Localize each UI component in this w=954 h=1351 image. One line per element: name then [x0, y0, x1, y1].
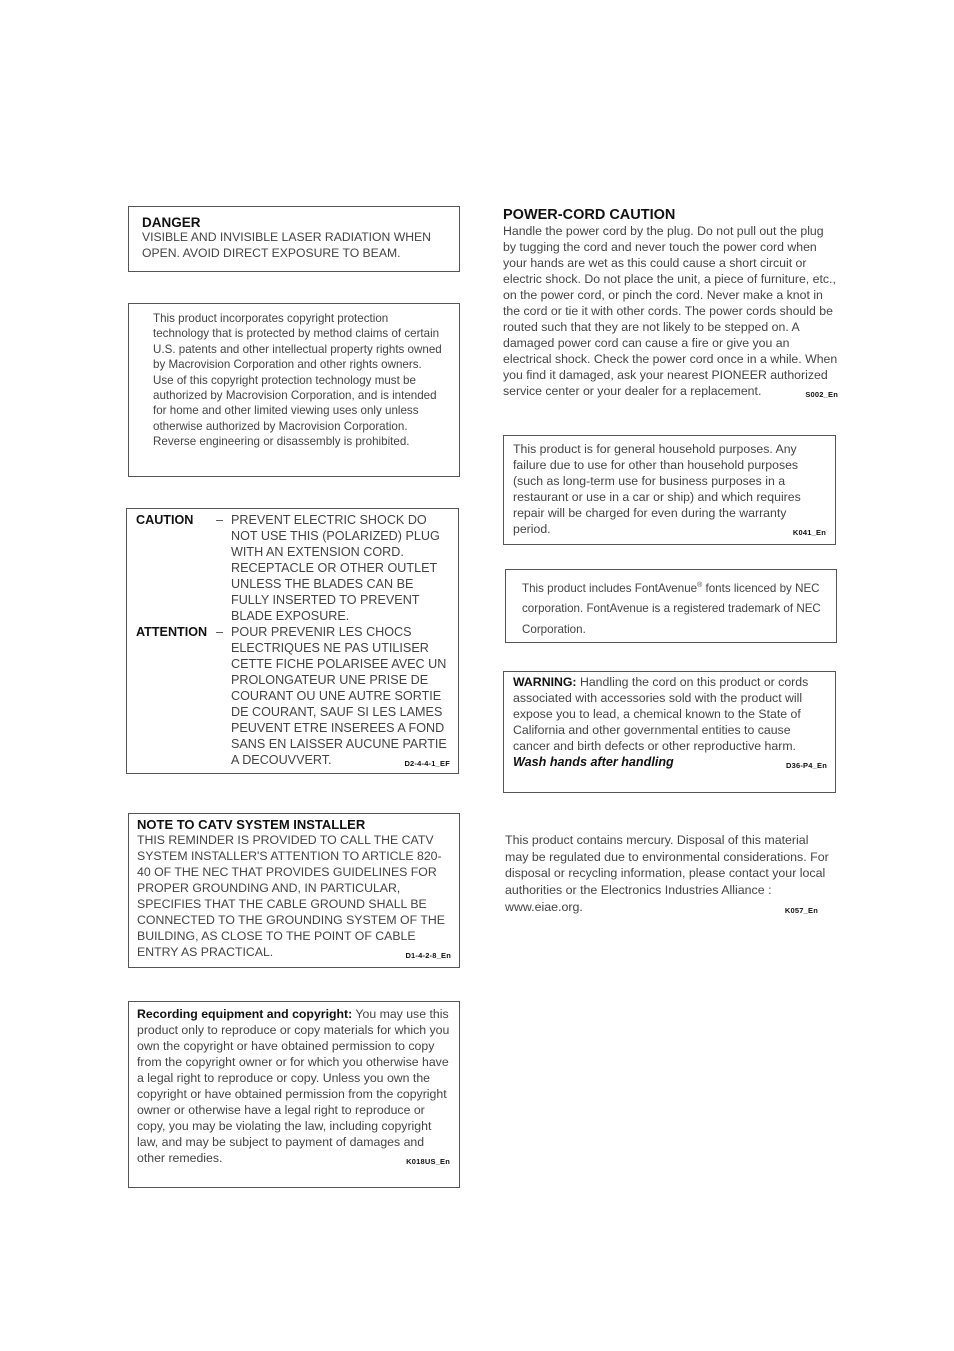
household-text: This product is for general household purposes. Any failure due to use for other than household purposes (such as long-term use for business purposes in a restaurant or use in a car or ship) and which requires repair will be charged for even during the warranty period. [513, 442, 801, 536]
power-cord-title: POWER-CORD CAUTION [503, 207, 676, 223]
catv-text: THIS REMINDER IS PROVIDED TO CALL THE CATV SYSTEM INSTALLER'S ATTENTION TO ARTICLE 820-40 OF THE NEC THAT PROVIDES GUIDELINES FOR PROPER GROUNDING AND, IN PARTICULAR, SPECIFIES THAT THE CABLE GROUND SHALL BE CONNECTED TO THE GROUNDING SYSTEM OF THE BUILDING, AS CLOSE TO THE POINT OF CABLE ENTRY AS PRACTICAL. [137, 833, 445, 959]
household-notice [503, 435, 836, 545]
catv-notice [128, 813, 460, 968]
warning-code: D36-P4_En [786, 761, 827, 770]
attention-text: POUR PREVENIR LES CHOCS ELECTRIQUES NE PAS UTILISER CETTE FICHE POLARISEE AVEC UN PROLONGATEUR UNE PRISE DE COURANT OU UNE AUTRE SORTIE DE COURANT, SAUF SI LES LAMES PEUVENT ETRE INSEREES A FOND SANS EN LAISSER AUCUNE PARTIE A DECOUVVERT. [231, 625, 447, 767]
macrovision-notice [128, 303, 460, 477]
warning-title: WARNING: [513, 675, 577, 689]
household-code: K041_En [792, 528, 826, 537]
power-cord-section [503, 207, 838, 403]
caution-label: CAUTION [136, 513, 194, 527]
recording-title: Recording equipment and copyright: [137, 1007, 353, 1021]
fontavenue-text: This product includes FontAvenue [522, 581, 698, 595]
danger-title: DANGER [142, 215, 201, 230]
mercury-text: This product contains mercury. Disposal of this material may be regulated due to environmental considerations. For disposal or recycling information, please contact your local authorities or the Electronics Industries Alliance : www.eiae.org. [505, 833, 829, 914]
attention-row [136, 624, 450, 772]
attention-label: ATTENTION [136, 625, 208, 639]
macrovision-text: This product incorporates copyright protection technology that is protected by method claims of certain U.S. patents and other intellectual property rights owned by Macrovision Corporation and other rights owners. Use of this copyright protection technology must be authorized by Macrovision Corporation, and is intended for home and other limited viewing uses only unless otherwise authorized by Macrovision Corporation. Reverse engineering or disassembly is prohibited. [153, 312, 442, 449]
fontavenue-notice [505, 569, 837, 643]
mercury-notice [505, 832, 830, 920]
recording-text: You may use this product only to reproduce or copy materials for which you own the copyright or have obtained permission to copy from the copyright owner or for which you otherwise have a legal right to reproduce or copy. Unless you own the copyright or have obtained permission from the copyright owner or otherwise have a legal right to reproduce or copy, you may be violating the law, including copyright law, and may be subject to payment of damages and other remedies. [137, 1007, 450, 1165]
caution-dash: – [216, 513, 224, 527]
power-cord-text: Handle the power cord by the plug. Do not pull out the plug by tugging the cord and never touch the power cord when your hands are wet as this could cause a short circuit or electric shock. Do not place the unit, a piece of furniture, etc., on the power cord, or pinch the cord. Never make a knot in the cord or tie it with other cords. The power cords should be routed such that they are not likely to be stepped on. A damaged power cord can cause a fire or give you an electrical shock. Check the power cord once in a while. When you find it damaged, ask your nearest PIONEER authorized service center or your dealer for a replacement. [503, 224, 838, 398]
fontavenue-text-rest: fonts licenced by NEC corporation. FontAvenue is a registered trademark of NEC Corporation. [522, 581, 821, 636]
attention-dash: – [216, 625, 224, 639]
danger-text: VISIBLE AND INVISIBLE LASER RADIATION WHEN OPEN. AVOID DIRECT EXPOSURE TO BEAM. [142, 230, 431, 260]
catv-code: D1-4-2-8_En [405, 951, 451, 960]
recording-notice [128, 1001, 460, 1188]
recording-code: K018US_En [406, 1157, 450, 1166]
caution-code: D2-4-4-1_EF [404, 759, 450, 768]
catv-title: NOTE TO CATV SYSTEM INSTALLER [137, 817, 366, 832]
power-cord-code: S002_En [805, 390, 838, 399]
wash-hands-text: Wash hands after handling [513, 755, 674, 769]
danger-notice [128, 206, 460, 272]
registered-mark: ® [697, 582, 703, 589]
caution-text: PREVENT ELECTRIC SHOCK DO NOT USE THIS (POLARIZED) PLUG WITH AN EXTENSION CORD. RECEPTACLE OR OTHER OUTLET UNLESS THE BLADES CAN BE FULLY INSERTED TO PREVENT BLADE EXPOSURE. [231, 513, 440, 623]
caution-notice [126, 508, 459, 774]
warning-text: Handling the cord on this product or cords associated with accessories sold with the product will expose you to lead, a chemical known to the State of California and other governmental entities to cause cancer and birth defects or other reproductive harm. [513, 675, 809, 753]
warning-notice [503, 671, 836, 793]
mercury-code: K057_En [784, 905, 818, 915]
caution-row [136, 512, 450, 624]
